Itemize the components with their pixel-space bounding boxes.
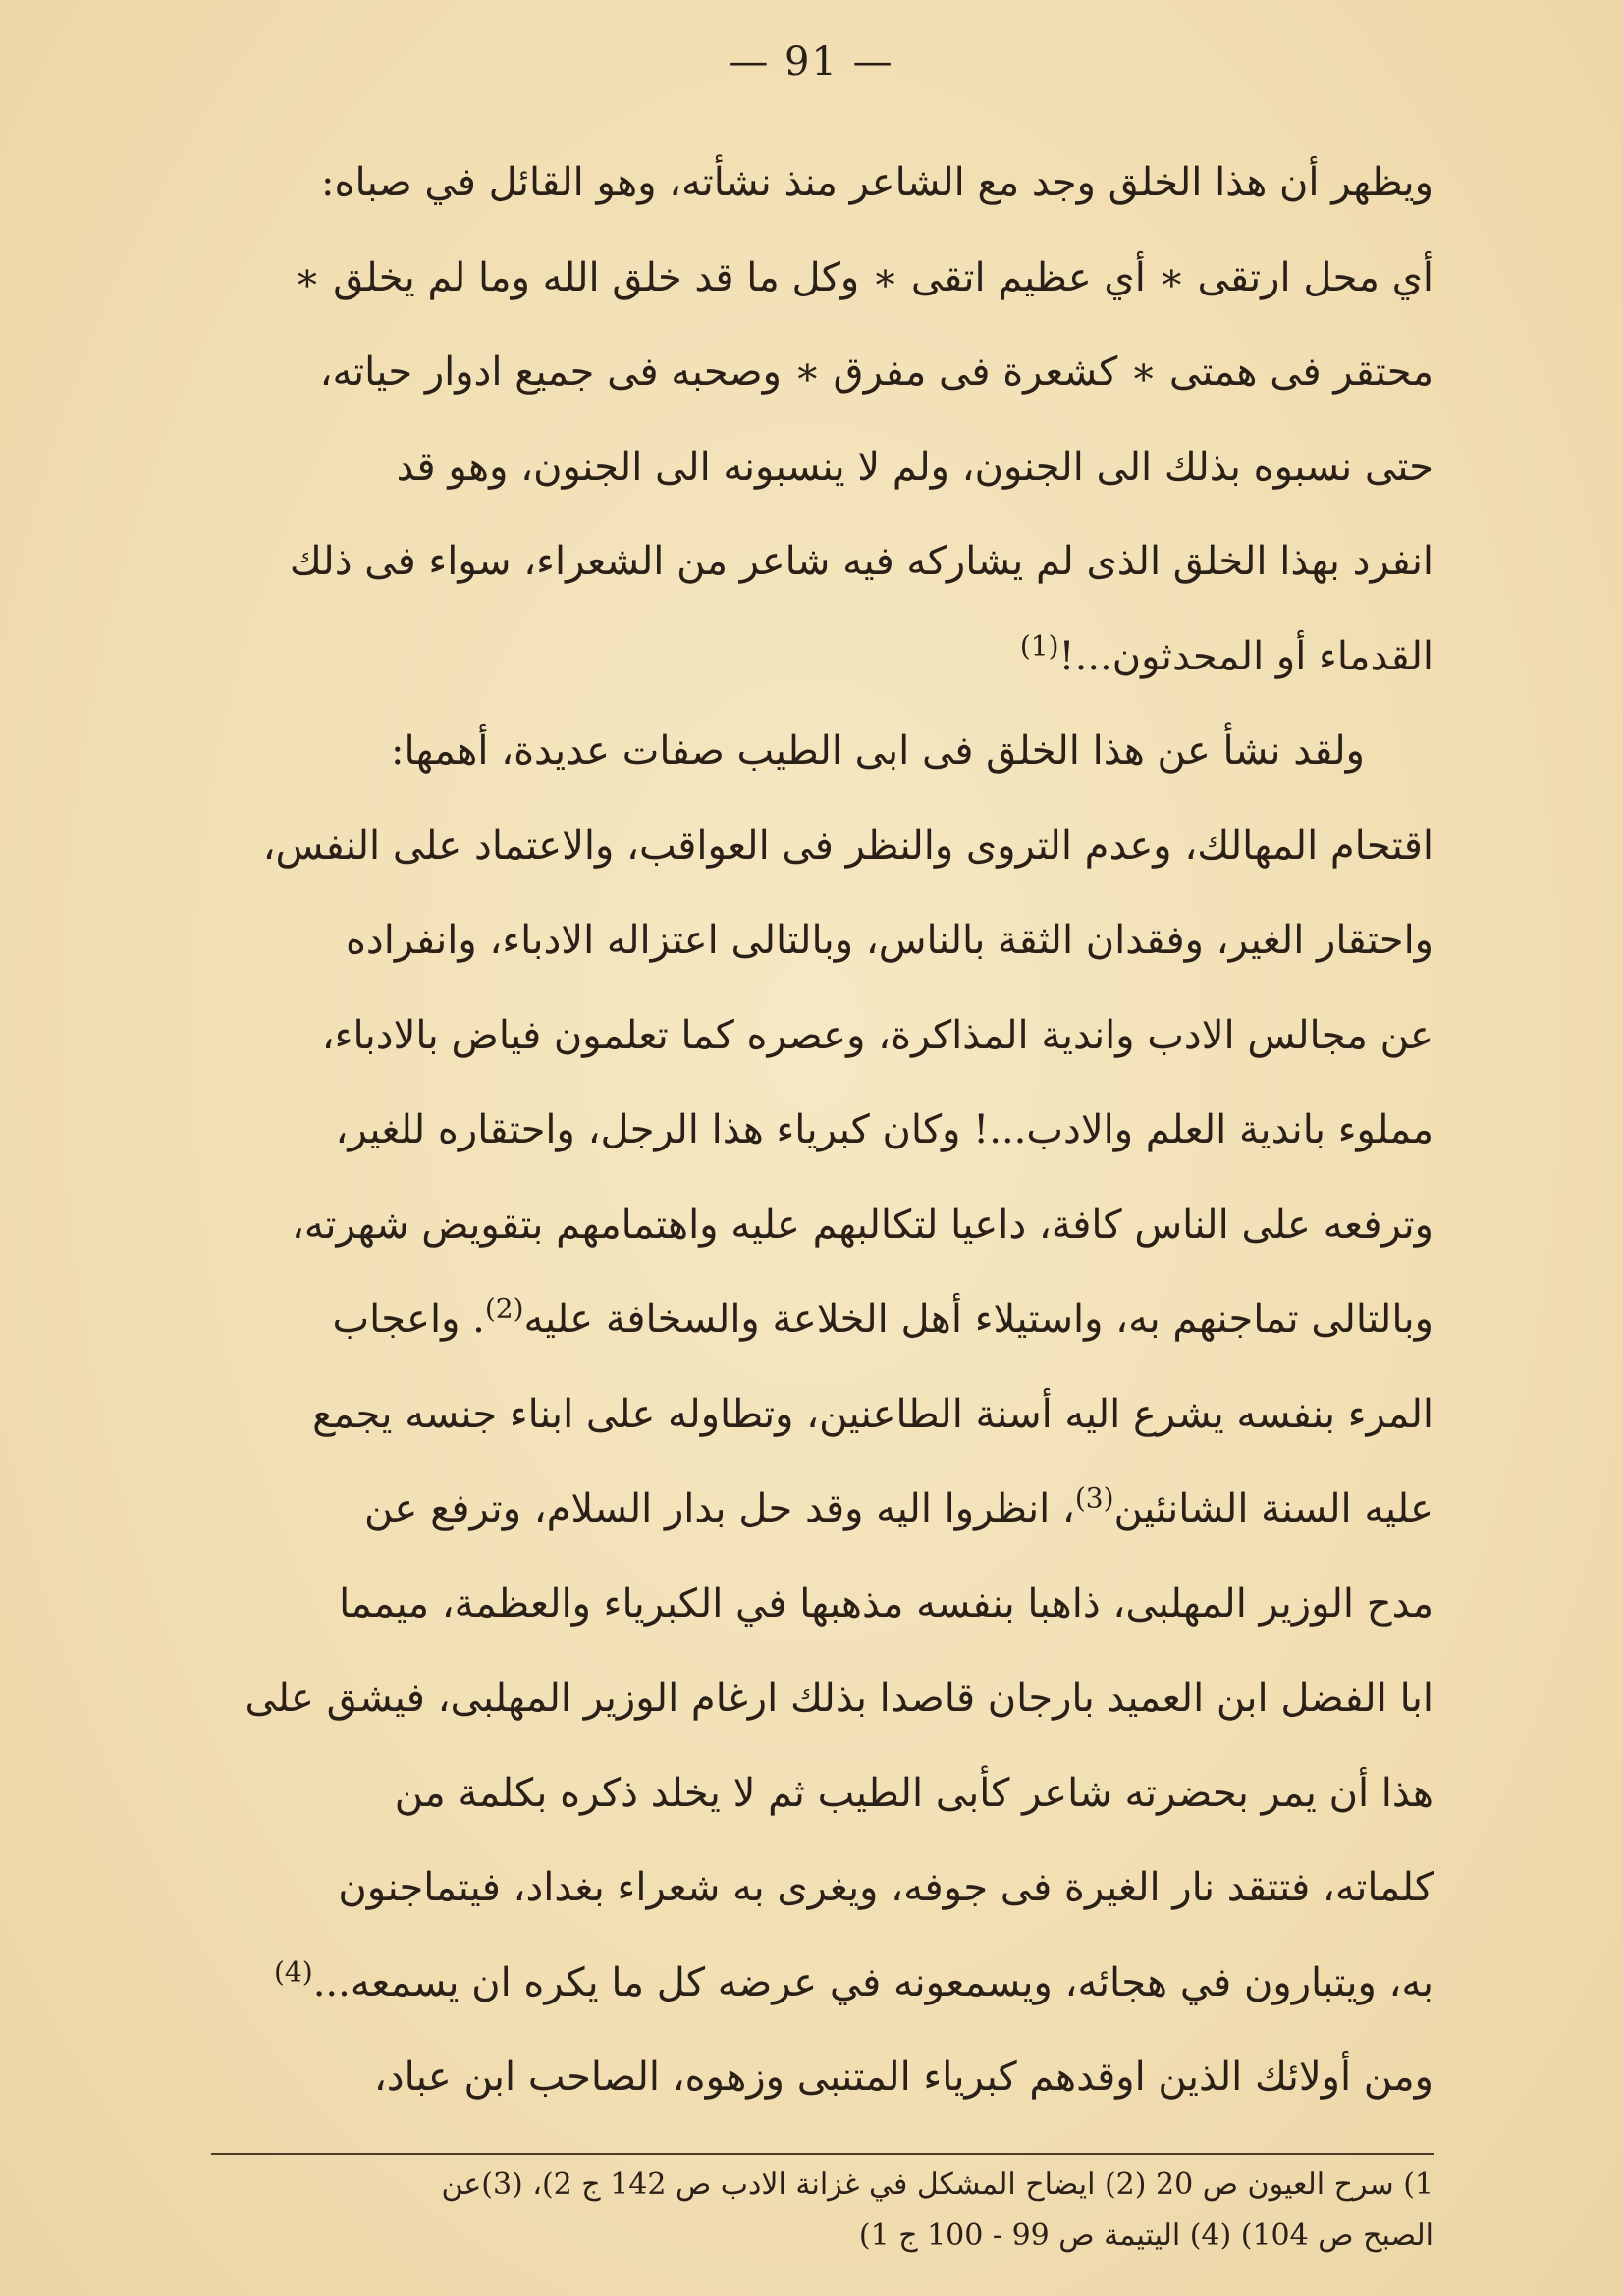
text-segment: القدماء أو المحدثون...! (1058, 633, 1434, 679)
text-line: عن مجالس الادب واندية المذاكرة، وعصره كما تعلمون فياض بالادباء، (321, 1012, 1434, 1058)
text-line: هذا أن يمر بحضرته شاعر كأبى الطيب ثم لا يخلد ذكره بكلمة من (394, 1770, 1434, 1816)
text-segment: عليه السنة الشانئين (1113, 1486, 1434, 1531)
text-line: مملوء باندية العلم والادب...! وكان كبرياء هذا الرجل، واحتقاره للغير، (335, 1107, 1434, 1152)
text-line: انفرد بهذا الخلق الذى لم يشاركه فيه شاعر من الشعراء، سواء فى ذلك (289, 539, 1434, 584)
footnote-marker: (4) (273, 1955, 313, 1989)
text-line (191, 1462, 1434, 1557)
paragraph-start-line: ولقد نشأ عن هذا الخلق فى ابى الطيب صفات عديدة، أهمها: (391, 728, 1365, 774)
text-line: وترفعه على الناس كافة، داعيا لتكالبهم عليه واهتمامهم بتقويض شهرته، (291, 1201, 1434, 1248)
text-line (191, 610, 1434, 705)
text-line: ويظهر أن هذا الخلق وجد مع الشاعر منذ نشأته، وهو القائل في صباه: (321, 160, 1434, 205)
text-line: واحتقار الغير، وفقدان الثقة بالناس، وبالتالى اعتزاله الادباء، وانفراده (345, 918, 1434, 963)
footnote-marker: (2) (484, 1292, 524, 1325)
text-line: المرء بنفسه يشرع اليه أسنة الطاعنين، وتطاوله على ابناء جنسه يجمع (312, 1391, 1434, 1437)
text-segment: . واعجاب (332, 1297, 485, 1342)
footnote-marker: (3) (1074, 1481, 1114, 1515)
text-line: حتى نسبوه بذلك الى الجنون، ولم لا ينسبونه الى الجنون، وهو قد (396, 444, 1434, 490)
footnote-divider (211, 2153, 1434, 2155)
verse-line: محتقر فى همتى ∗ كشعرة فى مفرق ∗ وصحبه فى جميع ادوار حياته، (319, 349, 1434, 395)
text-segment: به، ويتبارون في هجائه، ويسمعونه في عرضه كل ما يكره ان يسمعه... (312, 1959, 1434, 2005)
text-line (191, 1936, 1434, 2031)
text-segment: وبالتالى تماجنهم به، واستيلاء أهل الخلاعة والسخافة عليه (523, 1297, 1434, 1342)
text-line: كلماته، فتتقد نار الغيرة فى جوفه، ويغرى به شعراء بغداد، فيتماجنون (338, 1865, 1434, 1910)
text-line: اقتحام المهالك، وعدم التروى والنظر فى العواقب، والاعتماد على النفس، (262, 823, 1434, 869)
footnote-line: 1) سرح العيون ص 20 (2) ايضاح المشكل في غزانة الادب ص 142 ج 2)، (3)عن (441, 2167, 1434, 2202)
footnotes (211, 2160, 1434, 2262)
text-line: مدح الوزير المهلبى، ذاهبا بنفسه مذهبها في الكبرياء والعظمة، ميمما (339, 1580, 1434, 1627)
page-number: — 91 — (729, 39, 894, 84)
body-text (191, 135, 1434, 2125)
footnote-marker: (1) (1019, 629, 1059, 663)
verse-line: أي محل ارتقى ∗ أي عظيم اتقى ∗ وكل ما قد خلق الله وما لم يخلق ∗ (294, 254, 1434, 300)
text-segment: ، انظروا اليه وقد حل بدار السلام، وترفع عن (364, 1486, 1075, 1531)
text-line: ابا الفضل ابن العميد بارجان قاصدا بذلك ارغام الوزير المهلبى، فيشق على (244, 1676, 1434, 1721)
text-line (191, 1272, 1434, 1367)
footnote-line: الصبح ص 104) (4) اليتيمة ص 99 - 100 ج 1) (858, 2218, 1434, 2253)
text-line: ومن أولائك الذين اوقدهم كبرياء المتنبى وزهوه، الصاحب ابن عباد، (373, 2055, 1434, 2100)
